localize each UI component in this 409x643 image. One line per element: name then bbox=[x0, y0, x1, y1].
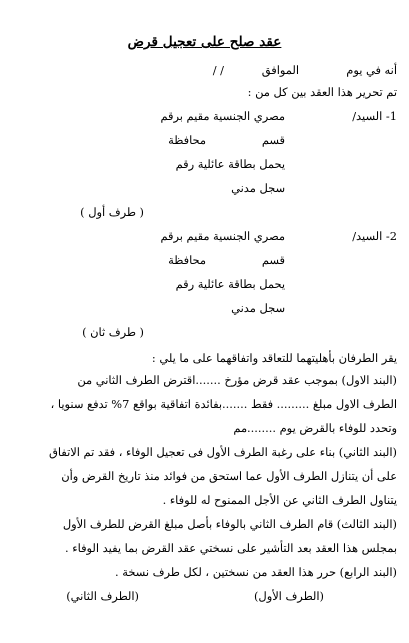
party1-civil-registry: سجل مدني bbox=[231, 181, 285, 195]
party2-district: قسم bbox=[261, 253, 285, 267]
party1-role: ( طرف أول ) bbox=[80, 205, 144, 219]
clause-3-line-2: بمجلس هذا العقد بعد التأشير على نسختي عقد القرض بما يفيد الوفاء . bbox=[65, 541, 397, 555]
clause-2-line-3: يتناول الطرف الثاني عن الأجل الممنوح له للوفاء . bbox=[162, 493, 397, 507]
signature-second-party: (الطرف الثاني) bbox=[66, 589, 139, 603]
intro-line: تم تحرير هذا العقد بين كل من : bbox=[247, 85, 397, 99]
clause-1-line-3: وتحدد للوفاء بالقرض يوم ........مم bbox=[233, 421, 397, 435]
date-prefix: أنه في يوم bbox=[346, 63, 397, 77]
party2-id-card: يحمل بطاقة عائلية رقم bbox=[175, 277, 285, 291]
party2-number: 2- السيد/ bbox=[352, 229, 397, 243]
party2-role: ( طرف ثان ) bbox=[82, 325, 144, 339]
clause-2-line-2: على أن يتنازل الطرف الأول عما استحق من فوائد منذ تاريخ القرض وأن bbox=[61, 469, 397, 483]
party2-civil-registry: سجل مدني bbox=[231, 301, 285, 315]
party1-number: 1- السيد/ bbox=[352, 109, 397, 123]
party1-residence: مصري الجنسية مقيم برقم bbox=[160, 109, 285, 123]
clause-1-line-2: الطرف الاول مبلغ ......... فقط .......بفائدة اتفاقية بواقع 7% تدفع سنويا ، bbox=[50, 397, 397, 411]
contract-title: عقد صلح على تعجيل قرض bbox=[127, 34, 282, 50]
signature-first-party: (الطرف الأول) bbox=[253, 589, 324, 603]
party1-district: قسم bbox=[261, 133, 285, 147]
party2-residence: مصري الجنسية مقيم برقم bbox=[160, 229, 285, 243]
party1-id-card: يحمل بطاقة عائلية رقم bbox=[175, 157, 285, 171]
party1-governorate: محافظة bbox=[168, 133, 206, 147]
clause-2-line-1: (البند الثاني) بناء على رغبة الطرف الأول فى تعجيل الوفاء ، فقد تم الاتفاق bbox=[49, 445, 397, 459]
party2-governorate: محافظة bbox=[168, 253, 206, 267]
clause-1-line-1: (البند الاول) بموجب عقد قرض مؤرخ .......اقترض الطرف الثاني من bbox=[77, 373, 397, 387]
preamble: يقر الطرفان بأهليتهما للتعاقد واتفاقهما على ما يلي : bbox=[151, 351, 397, 365]
clause-4: (البند الرابع) حرر هذا العقد من نسختين ، لكل طرف نسخة . bbox=[114, 565, 397, 579]
date-value: / / bbox=[212, 63, 224, 77]
clause-3-line-1: (البند الثالث) قام الطرف الثاني بالوفاء بأصل مبلغ القرض للطرف الأول bbox=[62, 517, 397, 531]
date-agreed-label: الموافق bbox=[261, 63, 299, 77]
